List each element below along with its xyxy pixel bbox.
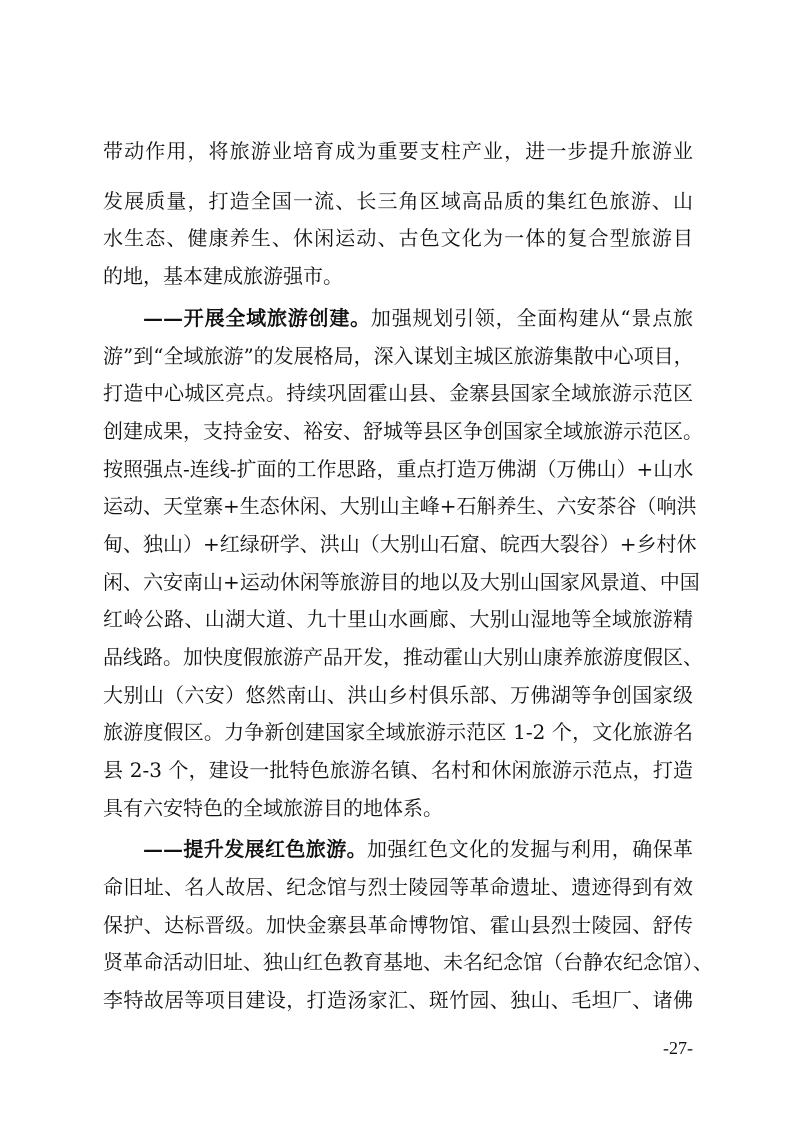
paragraph-2-line-7: 甸、独山）+红绿研学、洪山（大别山石窟、皖西大裂谷）+乡村休	[103, 532, 697, 556]
paragraph-3-line-2: 命旧址、名人故居、纪念馆与烈士陵园等革命遗址、遗迹得到有效	[103, 875, 693, 899]
paragraph-1-line-4: 的地，基本建成旅游强市。	[103, 264, 343, 288]
paragraph-2-line-1	[143, 298, 693, 338]
paragraph-2-line-12: 旅游度假区。力争新创建国家全域旅游示范区 1-2 个，文化旅游名	[103, 720, 693, 744]
paragraph-3-line-5: 李特故居等项目建设，打造汤家汇、斑竹园、独山、毛坦厂、诸佛	[103, 988, 693, 1012]
paragraph-2-heading: ——开展全域旅游创建。	[143, 306, 371, 330]
paragraph-3-line-4: 贤革命活动旧址、独山红色教育基地、未名纪念馆（台静农纪念馆）、	[103, 950, 713, 974]
paragraph-2-line-4: 创建成果，支持金安、裕安、舒城等县区争创国家全域旅游示范区。	[103, 419, 703, 443]
paragraph-2-line-8: 闲、六安南山+运动休闲等旅游目的地以及大别山国家风景道、中国	[103, 570, 700, 594]
paragraph-3-first-line-text: 加强红色文化的发掘与利用，确保革	[367, 837, 693, 861]
paragraph-2-line-11: 大别山（六安）悠然南山、洪山乡村俱乐部、万佛湖等争创国家级	[103, 683, 693, 707]
paragraph-2-line-9: 红岭公路、山湖大道、九十里山水画廊、大别山湿地等全域旅游精	[103, 607, 693, 631]
page-number: -27-	[663, 1038, 693, 1058]
paragraph-3-line-3: 保护、达标晋级。加快金寨县革命博物馆、霍山县烈士陵园、舒传	[103, 913, 693, 937]
paragraph-1-line-3: 水生态、健康养生、休闲运动、古色文化为一体的复合型旅游目	[103, 226, 693, 250]
paragraph-1-line-2: 发展质量，打造全国一流、长三角区域高品质的集红色旅游、山	[103, 189, 693, 213]
paragraph-2-line-3: 打造中心城区亮点。持续巩固霍山县、金寨县国家全域旅游示范区	[103, 381, 693, 405]
paragraph-2-line-6: 运动、天堂寨+生态休闲、大别山主峰+石斛养生、六安茶谷（响洪	[103, 494, 697, 518]
paragraph-2-line-13: 县 2-3 个，建设一批特色旅游名镇、名村和休闲旅游示范点，打造	[103, 758, 693, 782]
paragraph-2-line-10: 品线路。加快度假旅游产品开发，推动霍山大别山康养旅游度假区、	[103, 645, 703, 669]
paragraph-1-line-1: 带动作用，将旅游业培育成为重要支柱产业，进一步提升旅游业	[103, 139, 693, 163]
paragraph-3-line-1	[143, 829, 693, 869]
paragraph-2-first-line-text: 加强规划引领，全面构建从“景点旅	[370, 306, 693, 330]
paragraph-2-line-5: 按照强点-连线-扩面的工作思路，重点打造万佛湖（万佛山）+山水	[103, 457, 694, 481]
paragraph-2-line-14: 具有六安特色的全域旅游目的地体系。	[103, 796, 443, 820]
paragraph-3-heading: ——提升发展红色旅游。	[143, 837, 367, 861]
paragraph-2-line-2: 游”到“全域旅游”的发展格局，深入谋划主城区旅游集散中心项目，	[103, 344, 694, 368]
